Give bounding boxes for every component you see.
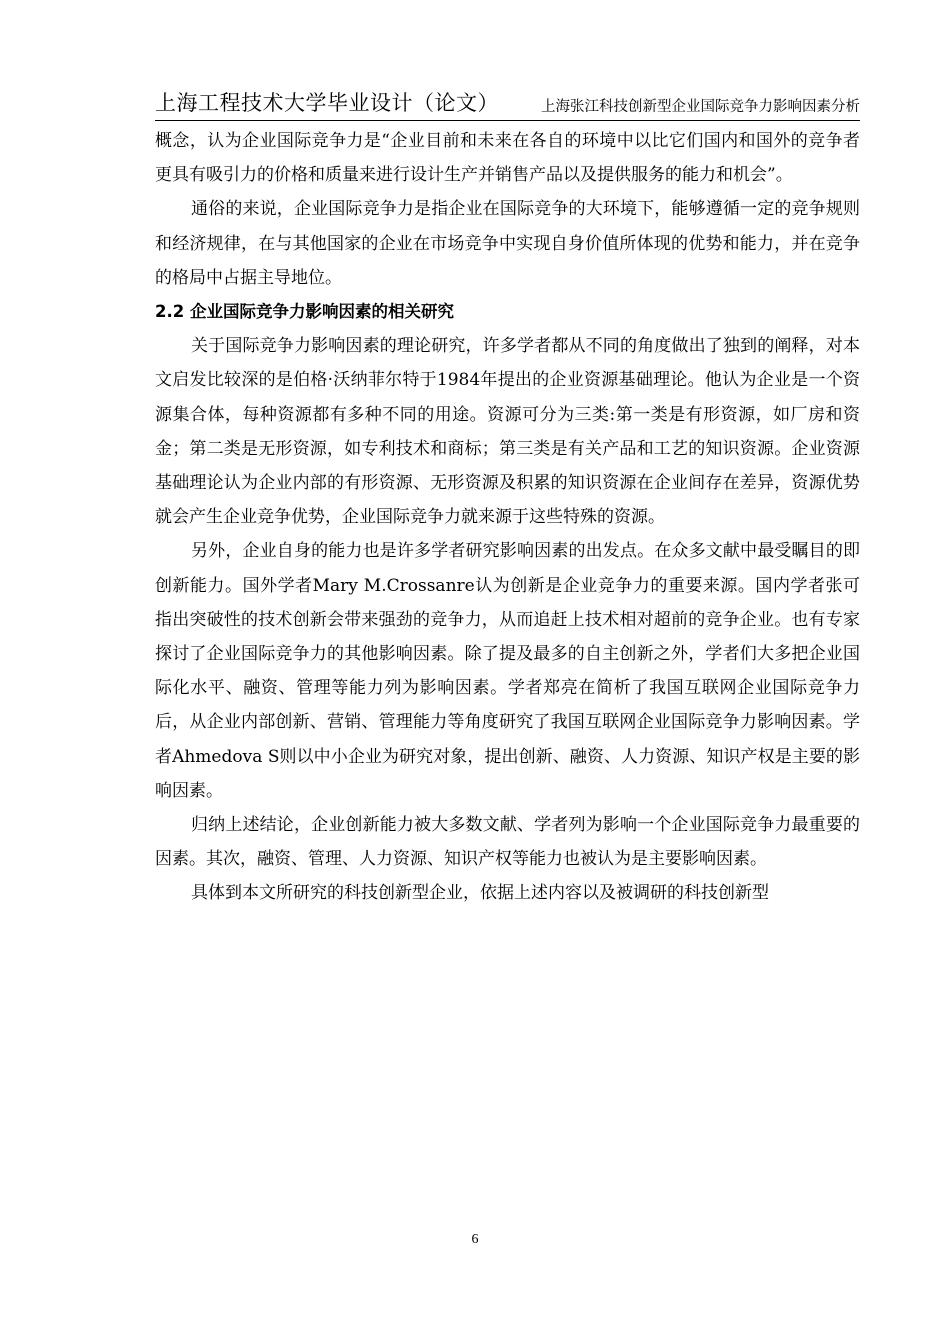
section-heading: 2.2 企业国际竞争力影响因素的相关研究 (155, 302, 454, 322)
page-header (155, 90, 860, 121)
page-number: 6 (471, 1232, 479, 1247)
paragraph: 通俗的来说，企业国际竞争力是指企业在国际竞争的大环境下，能够遵循一定的竞争规则和经济规律，在与其他国家的企业在市场竞争中实现自身价值所体现的优势和能力，并在竞争的格局中占据主导地位。 (155, 199, 860, 288)
header-university-title: 上海工程技术大学毕业设计（论文） (155, 91, 499, 115)
header-thesis-title: 上海张江科技创新型企业国际竞争力影响因素分析 (541, 99, 860, 115)
paragraph: 概念，认为企业国际竞争力是“企业目前和未来在各自的环境中以比它们国内和国外的竞争者更具有吸引力的价格和质量来进行设计生产并销售产品以及提供服务的能力和机会”。 (155, 131, 860, 186)
body-text (155, 124, 860, 911)
paragraph: 归纳上述结论，企业创新能力被大多数文献、学者列为影响一个企业国际竞争力最重要的因素。其次，融资、管理、人力资源、知识产权等能力也被认为是主要影响因素。 (155, 815, 860, 870)
paragraph: 另外，企业自身的能力也是许多学者研究影响因素的出发点。在众多文献中最受瞩目的即创新能力。国外学者Mary M.Crossanre认为创新是企业竞争力的重要来源。国内学者张可指出突破性的技术创新会带来强劲的竞争力，从而追赶上技术相对超前的竞争企业。也有专家探讨了企业国际竞争力的其他影响因素。除了提及最多的自主创新之外，学者们大多把企业国际化水平、融资、管理等能力列为影响因素。学者郑亮在简析了我国互联网企业国际竞争力后，从企业内部创新、营销、管理能力等角度研究了我国互联网企业国际竞争力影响因素。学者Ahmedova S则以中小企业为研究对象，提出创新、融资、人力资源、知识产权是主要的影响因素。 (155, 541, 860, 801)
paragraph: 具体到本文所研究的科技创新型企业，依据上述内容以及被调研的科技创新型 (191, 883, 769, 904)
paragraph: 关于国际竞争力影响因素的理论研究，许多学者都从不同的角度做出了独到的阐释，对本文启发比较深的是伯格·沃纳菲尔特于1984年提出的企业资源基础理论。他认为企业是一个资源集合体，每种资源都有多种不同的用途。资源可分为三类:第一类是有形资源，如厂房和资金；第二类是无形资源，如专利技术和商标；第三类是有关产品和工艺的知识资源。企业资源基础理论认为企业内部的有形资源、无形资源及积累的知识资源在企业间存在差异，资源优势就会产生企业竞争优势，企业国际竞争力就来源于这些特殊的资源。 (155, 336, 860, 528)
